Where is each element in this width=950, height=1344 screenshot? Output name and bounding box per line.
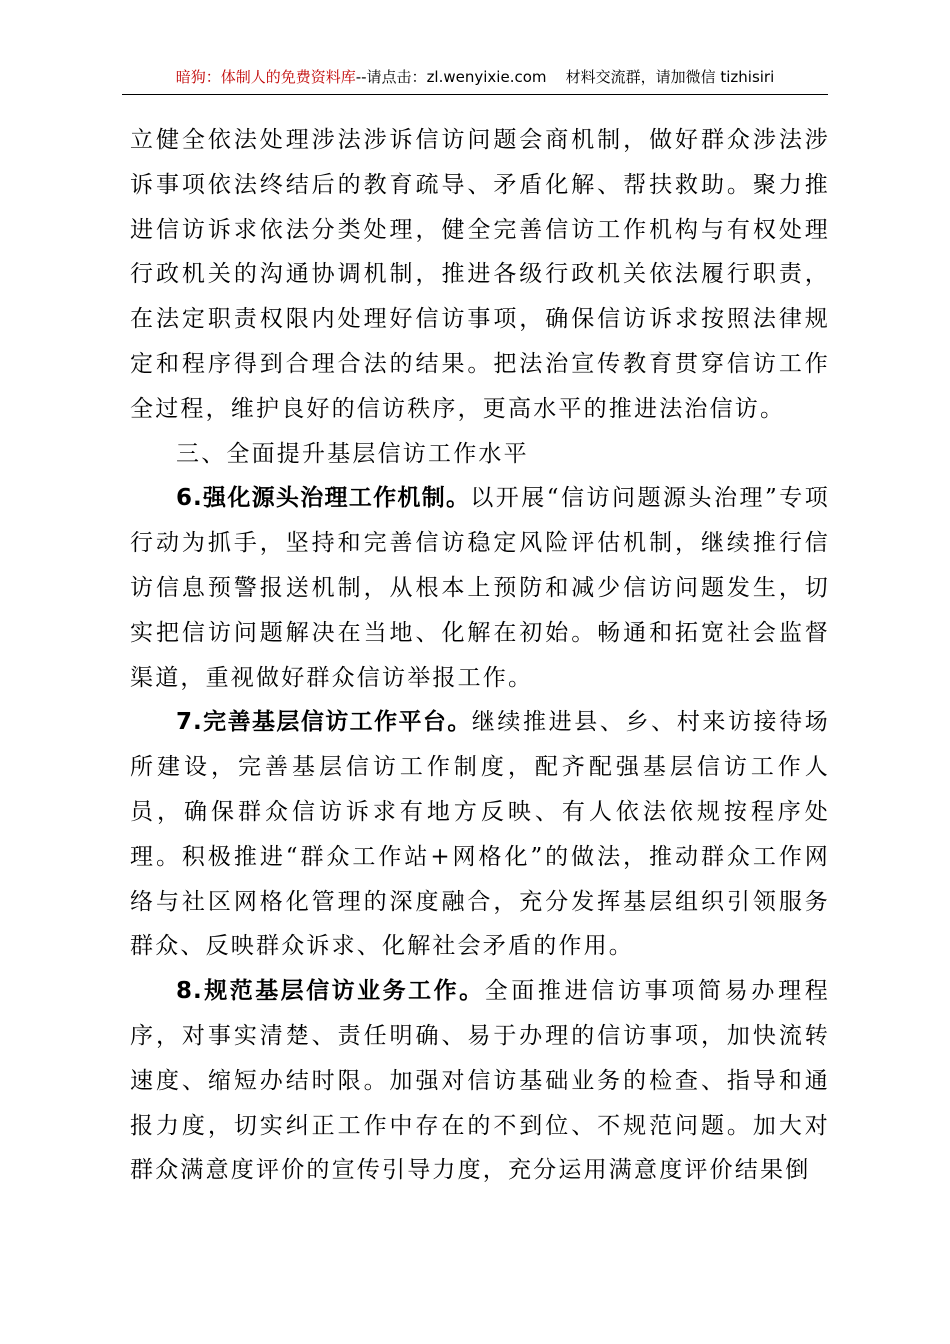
item-8-title: 8.规范基层信访业务工作。 bbox=[176, 978, 485, 1005]
page-header bbox=[122, 60, 828, 95]
item-8-paragraph bbox=[130, 969, 830, 1193]
item-6-paragraph bbox=[130, 476, 830, 700]
header-url-link[interactable]: zl.wenyixie.com bbox=[426, 68, 547, 86]
item-6-title: 6.强化源头治理工作机制。 bbox=[176, 485, 471, 512]
header-group-info: 材料交流群，请加微信 tizhisiri bbox=[565, 68, 775, 86]
item-7-paragraph bbox=[130, 700, 830, 969]
item-6-body: 以开展“信访问题源头治理”专项行动为抓手，坚持和完善信访稳定风险评估机制，继续推行信访信息预警报送机制，从根本上预防和减少信访问题发生，切实把信访问题解决在当地、化解在初始。畅通和拓宽社会监督渠道，重视做好群众信访举报工作。 bbox=[130, 485, 830, 691]
header-brand: 暗狗：体制人的免费资料库 bbox=[175, 68, 356, 86]
header-click-prefix: --请点击： bbox=[355, 68, 427, 86]
item-8-body: 全面推进信访事项简易办理程序，对事实清楚、责任明确、易于办理的信访事项，加快流转速度、缩短办结时限。加强对信访基础业务的检查、指导和通报力度，切实纠正工作中存在的不到位、不规范问题。加大对群众满意度评价的宣传引导力度，充分运用满意度评价结果倒 bbox=[130, 978, 830, 1184]
paragraph-continuation: 立健全依法处理涉法涉诉信访问题会商机制，做好群众涉法涉诉事项依法终结后的教育疏导、矛盾化解、帮扶救助。聚力推进信访诉求依法分类处理，健全完善信访工作机构与有权处理行政机关的沟通协调机制，推进各级行政机关依法履行职责，在法定职责权限内处理好信访事项，确保信访诉求按照法律规定和程序得到合理合法的结果。把法治宣传教育贯穿信访工作全过程，维护良好的信访秩序，更高水平的推进法治信访。 bbox=[130, 127, 830, 422]
section-heading-3: 三、全面提升基层信访工作水平 bbox=[176, 440, 529, 467]
item-7-body: 继续推进县、乡、村来访接待场所建设，完善基层信访工作制度，配齐配强基层信访工作人员，确保群众信访诉求有地方反映、有人依法依规按程序处理。积极推进“群众工作站+网格化”的做法，推动群众工作网络与社区网格化管理的深度融合，充分发挥基层组织引领服务群众、反映群众诉求、化解社会矛盾的作用。 bbox=[130, 709, 830, 960]
document-body bbox=[130, 118, 830, 1193]
item-7-title: 7.完善基层信访工作平台。 bbox=[176, 709, 472, 736]
